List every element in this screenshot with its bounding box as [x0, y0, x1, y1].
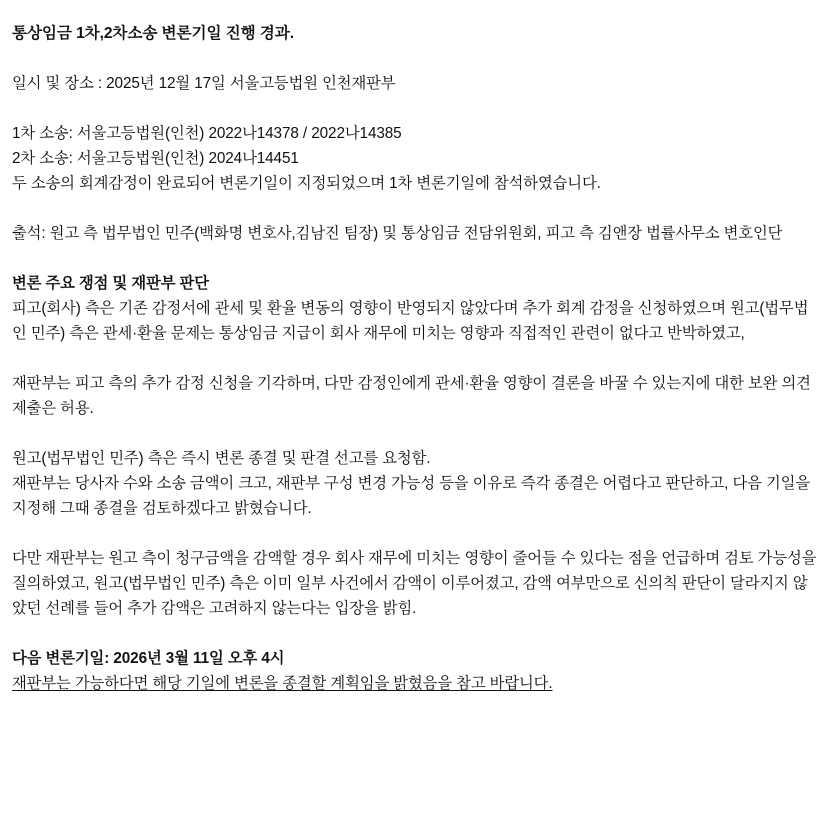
closing-note: 재판부는 가능하다면 해당 기일에 변론을 종결할 계획임을 밝혔음을 참고 바랍니다.	[12, 675, 553, 692]
section-heading-issues: 변론 주요 쟁점 및 재판부 판단	[12, 275, 209, 292]
spacer	[12, 246, 819, 271]
case-progress-note: 두 소송의 회계감정이 완료되어 변론기일이 지정되었으며 1차 변론기일에 참석하였습니다.	[12, 175, 601, 192]
spacer	[12, 621, 819, 646]
paragraph-court-decision: 재판부는 피고 측의 추가 감정 신청을 기각하며, 다만 감정인에게 관세·환율 영향이 결론을 바꿀 수 있는지에 대한 보완 의견 제출은 허용.	[12, 375, 816, 417]
paragraph-plaintiff-request: 원고(법무법인 민주) 측은 즉시 변론 종결 및 판결 선고를 요청함.	[12, 450, 431, 467]
hearing-schedule: 일시 및 장소 : 2025년 12월 17일 서울고등법원 인천재판부	[12, 75, 396, 92]
page-title: 통상임금 1차,2차소송 변론기일 진행 경과.	[12, 25, 294, 42]
case-number-second: 2차 소송: 서울고등법원(인천) 2024나14451	[12, 150, 299, 167]
attendance-line: 출석: 원고 측 법무법인 민주(백화명 변호사,김남진 팀장) 및 통상임금 전담위원회, 피고 측 김앤장 법률사무소 변호인단	[12, 225, 783, 242]
spacer	[12, 46, 819, 71]
paragraph-reduction-discussion: 다만 재판부는 원고 측이 청구금액을 감액할 경우 회사 재무에 미치는 영향이 줄어들 수 있다는 점을 언급하며 검토 가능성을 질의하였고, 원고(법무법인 민주) 측은 이미 일부 사건에서 감액이 이루어졌고, 감액 여부만으로 신의칙 판단이 달라지지 않았던 선례를 들어 추가 감액은 고려하지 않는다는 입장을 밝힘.	[12, 550, 821, 617]
spacer	[12, 196, 819, 221]
spacer	[12, 521, 819, 546]
spacer	[12, 96, 819, 121]
next-hearing-date: 다음 변론기일: 2026년 3월 11일 오후 4시	[12, 650, 285, 667]
paragraph-court-response: 재판부는 당사자 수와 소송 금액이 크고, 재판부 구성 변경 가능성 등을 이유로 즉각 종결은 어렵다고 판단하고, 다음 기일을 지정해 그때 종결을 검토하겠다고 밝혔습니다.	[12, 475, 815, 517]
case-number-first: 1차 소송: 서울고등법원(인천) 2022나14378 / 2022나14385	[12, 125, 402, 142]
spacer	[12, 421, 819, 446]
spacer	[12, 346, 819, 371]
paragraph-defendant-claim: 피고(회사) 측은 기존 감정서에 관세 및 환율 변동의 영향이 반영되지 않았다며 추가 회계 감정을 신청하였으며 원고(법무법인 민주) 측은 관세·환율 문제는 통상임금 지급이 회사 재무에 미치는 영향과 직접적인 관련이 없다고 반박하였고,	[12, 300, 809, 342]
